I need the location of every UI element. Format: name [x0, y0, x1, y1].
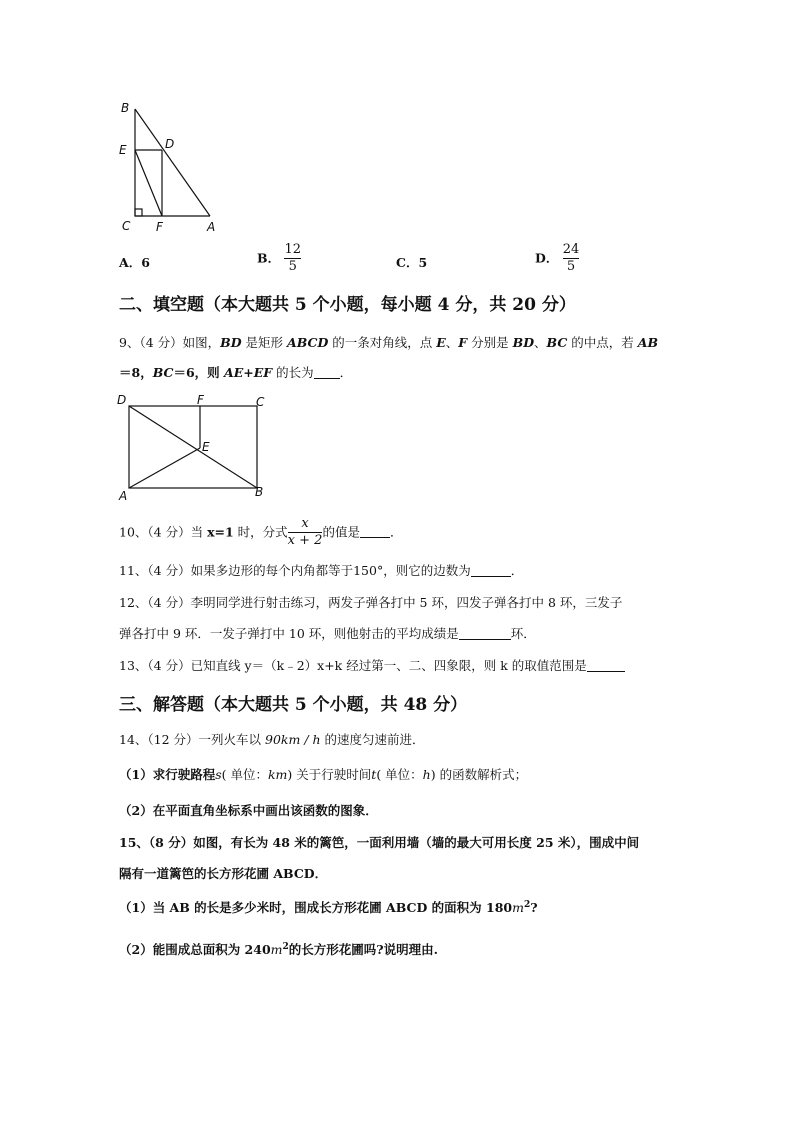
answer-blank-q13	[587, 659, 625, 672]
figure-1-triangle	[112, 98, 227, 238]
q11-line: 11、（4 分）如果多边形的每个内角都等于150°，则它的边数为 ．	[119, 563, 524, 578]
edge-ba	[135, 109, 210, 216]
section-3-title: 三、解答题（本大题共 5 个小题，共 48 分）	[119, 695, 468, 715]
option-a: A．6	[119, 255, 150, 270]
q14-part-2: （2）在平面直角坐标系中画出该函数的图象．	[119, 803, 378, 818]
q14-part-1: （1）求行驶路程s( 单位：km) 关于行驶时间t( 单位：h) 的函数解析式；	[119, 767, 528, 782]
q14-line: 14、（12 分）一列火车以 90km / h 的速度匀速前进．	[119, 732, 425, 747]
label-c: C	[122, 219, 131, 233]
label-d: D	[117, 393, 127, 407]
diagonal-db	[129, 406, 257, 488]
figure-2-rectangle	[115, 392, 270, 504]
label-a: A	[119, 489, 128, 503]
label-e: E	[119, 143, 127, 157]
answer-blank-q10	[360, 525, 390, 538]
label-c: C	[256, 395, 265, 409]
fraction-x-over-x-plus-2: $\frac{x}{x + 2}$	[287, 516, 323, 549]
segment-ae	[129, 448, 200, 488]
q15-part-2: （2）能围成总面积为 $240m^2$的长方形花圃吗?说明理由.	[119, 941, 438, 957]
q10-line: 10、（4 分）当 x=1 时，分式 $\frac{x}{x + 2}$ 的值是 ．	[119, 516, 403, 549]
q15-line-2: 隔有一道篱笆的长方形花圃 ABCD．	[119, 866, 328, 881]
q9-line-2: ＝8，BC＝6，则 AE+EF 的长为 ．	[119, 365, 353, 380]
option-c: C．5	[396, 255, 428, 270]
q15-part-1: （1）当 AB 的长是多少米时，围成长方形花圃 ABCD 的面积为 $180m^2$?	[119, 899, 538, 915]
answer-blank-q12	[459, 627, 511, 640]
fraction-24-5: $\frac{24}{5}$	[562, 242, 580, 275]
fraction-12-5: $\frac{12}{5}$	[284, 242, 301, 275]
label-d: D	[165, 137, 175, 151]
answer-blank-q9	[314, 366, 340, 379]
label-a: A	[207, 220, 216, 234]
q12-line-2: 弹各打中 9 环．一发子弹打中 10 环，则他射击的平均成绩是 环．	[119, 626, 536, 641]
label-f: F	[156, 220, 163, 234]
label-b: B	[255, 485, 264, 499]
label-b: B	[121, 101, 130, 115]
q15-line-1: 15、（8 分）如图，有长为 48 米的篱笆，一面利用墙（墙的最大可用长度 25 米），围成中间	[119, 835, 640, 850]
label-f: F	[197, 393, 204, 407]
section-2-title: 二、填空题（本大题共 5 个小题，每小题 4 分，共 20 分）	[119, 295, 576, 315]
q13-line: 13、（4 分）已知直线 y＝（k﹣2）x+k 经过第一、二、四象限，则 k 的取值范围是	[119, 656, 625, 674]
answer-blank-q11	[471, 564, 511, 577]
edge-ef	[135, 150, 162, 216]
option-b: B． $\frac{12}{5}$	[257, 242, 301, 275]
right-angle-mark	[135, 209, 142, 216]
option-d: D． $\frac{24}{5}$	[535, 242, 580, 275]
q9-line-1: 9、（4 分）如图，BD 是矩形 ABCD 的一条对角线，点 E、F 分别是 BD、BC 的中点，若 AB	[119, 335, 659, 350]
label-e: E	[202, 440, 210, 454]
q12-line-1: 12、（4 分）李明同学进行射击练习，两发子弹各打中 5 环，四发子弹各打中 8 环，三发子	[119, 595, 623, 610]
